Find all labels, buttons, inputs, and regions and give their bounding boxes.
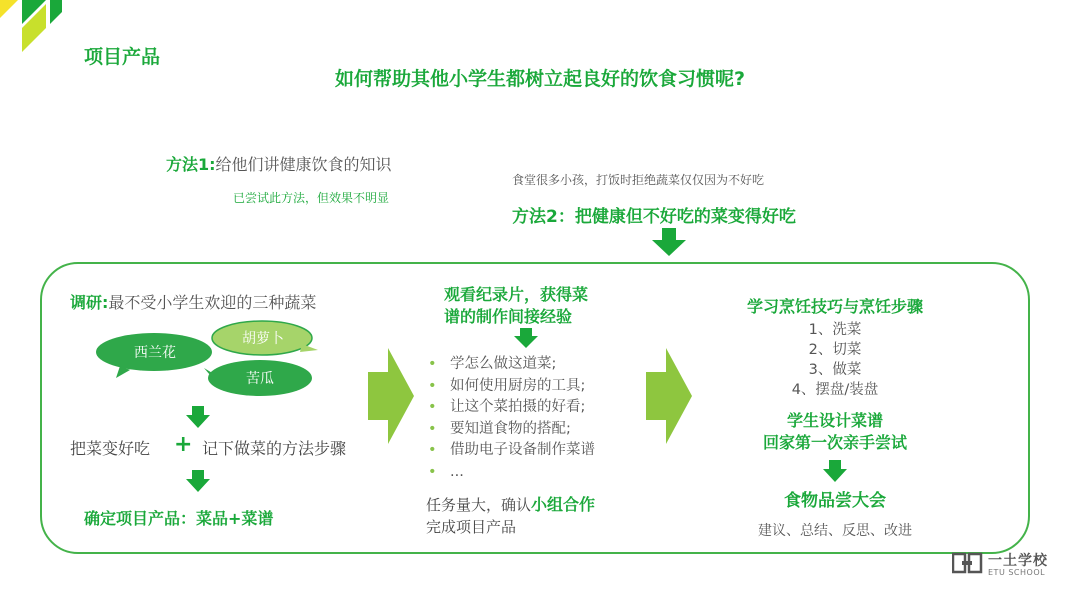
task-prefix: 任务量大，确认 <box>426 496 532 514</box>
learning-list <box>426 354 595 483</box>
step-item: 3、做菜 <box>808 362 862 378</box>
down-arrow-icon <box>186 470 210 492</box>
school-logo-text: 一土学校 <box>988 553 1048 569</box>
cafeteria-note: 食堂很多小孩，打饭时拒绝蔬菜仅仅因为不好吃 <box>512 173 765 187</box>
plus-icon: + <box>174 432 193 457</box>
research-title <box>70 290 316 313</box>
design-line1: 学生设计菜谱 <box>786 411 883 430</box>
list-item: • ... <box>426 462 595 484</box>
method2: 方法2：把健康但不好吃的菜变得好吃 <box>512 207 796 227</box>
method1 <box>166 152 392 175</box>
school-logo-icon <box>952 552 984 576</box>
down-arrow-icon <box>514 328 538 348</box>
bubble-carrot: 胡萝卜 <box>242 331 284 347</box>
down-arrow-icon <box>823 460 847 482</box>
list-item: • 如何使用厨房的工具; <box>426 376 595 398</box>
main-question: 如何帮助其他小学生都树立起良好的饮食习惯呢? <box>334 68 746 90</box>
cooking-steps <box>715 320 955 400</box>
list-item: • 让这个菜拍摄的好看; <box>426 397 595 419</box>
list-item: • 要知道食物的搭配; <box>426 419 595 441</box>
research-text: 最不受小学生欢迎的三种蔬菜 <box>108 293 317 312</box>
cooking-title: 学习烹饪技巧与烹饪步骤 <box>746 297 923 316</box>
down-arrow-icon <box>186 406 210 428</box>
bubble-broccoli: 西兰花 <box>134 345 176 361</box>
list-item: • 借助电子设备制作菜谱 <box>426 440 595 462</box>
right-arrow-icon <box>646 348 692 444</box>
teamwork-note <box>426 494 595 538</box>
design-recipe <box>715 410 955 454</box>
documentary-title-line1: 观看纪录片，获得菜 <box>444 285 589 304</box>
design-line2: 回家第一次亲手尝试 <box>762 433 907 452</box>
reflection-note: 建议、总结、反思、改进 <box>758 523 912 539</box>
task-highlight: 小组合作 <box>531 495 596 514</box>
bubble-bitter-melon: 苦瓜 <box>246 371 274 387</box>
school-logo-sub: ETU SCHOOL <box>988 568 1046 577</box>
product-confirm: 确定项目产品：菜品+菜谱 <box>84 509 274 528</box>
documentary-title <box>444 284 644 328</box>
method1-text: 给他们讲健康饮食的知识 <box>215 155 392 174</box>
down-arrow-icon <box>652 228 686 256</box>
right-arrow-icon <box>368 348 414 444</box>
research-label: 调研: <box>70 293 109 312</box>
step-item: 1、洗菜 <box>808 322 862 338</box>
task-line2: 完成项目产品 <box>426 518 517 536</box>
make-tasty: 把菜变好吃 <box>70 439 151 458</box>
list-item: • 学怎么做这道菜; <box>426 354 595 376</box>
record-steps: 记下做菜的方法步骤 <box>202 439 347 458</box>
method1-label: 方法1: <box>166 155 216 174</box>
method1-note: 已尝试此方法，但效果不明显 <box>233 191 390 205</box>
section-title: 项目产品 <box>84 46 161 68</box>
tasting-event: 食物品尝大会 <box>784 491 886 511</box>
step-item: 4、摆盘/装盘 <box>791 382 879 398</box>
step-item: 2、切菜 <box>808 342 862 358</box>
documentary-title-line2: 谱的制作间接经验 <box>444 307 573 326</box>
corner-decoration <box>0 0 70 60</box>
